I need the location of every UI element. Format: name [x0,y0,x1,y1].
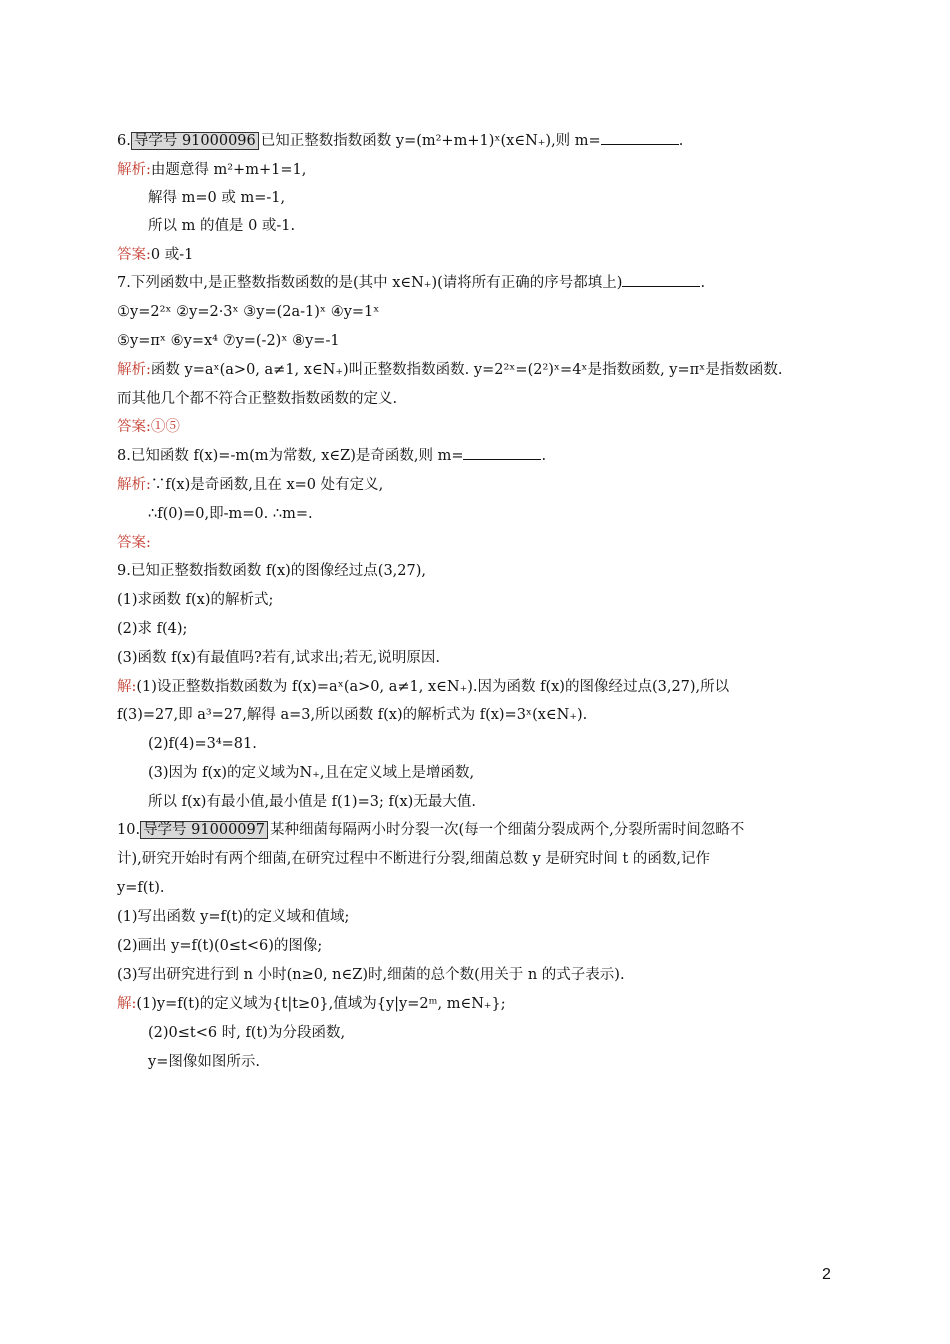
q9-solution-line-1 [117,677,729,697]
q8-answer-blank [463,447,541,460]
q10-solution-line-2: (2)0≤t<6 时, f(t)为分段函数, [148,1025,346,1041]
q6-answer-blank [601,132,679,145]
q9-solution-line-3: (2)f(4)=3⁴=81. [148,736,257,752]
q6-number: 6. [117,133,131,149]
q7-text: 7.下列函数中,是正整数指数函数的是(其中 x∈N₊)(请将所有正确的序号都填上) [117,275,623,291]
q8-end: . [541,448,547,464]
q7-options-row-1: ①y=2²ˣ ②y=2·3ˣ ③y=(2a-1)ˣ ④y=1ˣ [117,304,380,320]
q6-analysis-line-2: 解得 m=0 或 m=-1, [148,190,286,206]
q9-solution-line-4: (3)因为 f(x)的定义域为N₊,且在定义域上是增函数, [148,765,475,781]
page-number: 2 [822,1266,831,1283]
q8-answer-label: 答案: [117,535,151,551]
q9-solution-line-2: f(3)=27,即 a³=27,解得 a=3,所以函数 f(x)的解析式为 f(x)=3ˣ(x∈N₊). [117,707,588,723]
q10-sub-1: (1)写出函数 y=f(t)的定义域和值域; [117,909,350,925]
q6-answer [117,245,193,265]
q7-analysis-line-1 [117,360,782,380]
q10-solution-line-3: y=图像如图所示. [148,1054,260,1070]
q7-answer-blank [622,274,700,287]
q6-analysis-label: 解析: [117,162,151,178]
q7-analysis-text: 函数 y=aˣ(a>0, a≠1, x∈N₊)叫正整数指数函数. y=2²ˣ=(2²)ˣ=4ˣ是指数函数, y=πˣ是指数函数. [150,362,783,378]
q9-sub-3: (3)函数 f(x)有最值吗?若有,试求出;若无,说明原因. [117,650,440,666]
q8-analysis-text: ∵f(x)是奇函数,且在 x=0 处有定义, [150,477,384,493]
q8-text: 8.已知函数 f(x)=-m(m为常数, x∈Z)是奇函数,则 m= [117,448,464,464]
q7-question [117,273,705,293]
q7-analysis-line-2: 而其他几个都不符合正整数指数函数的定义. [117,391,398,407]
q9-solution-label: 解: [117,679,137,695]
q9-question: 9.已知正整数指数函数 f(x)的图像经过点(3,27), [117,563,427,579]
q7-end: . [700,275,706,291]
q10-question-line-2: 计),研究开始时有两个细菌,在研究过程中不断进行分裂,细菌总数 y 是研究时间 t 的函数,记作 [117,851,711,867]
q10-sub-2: (2)画出 y=f(t)(0≤t<6)的图像; [117,938,323,954]
q9-sub-1: (1)求函数 f(x)的解析式; [117,592,274,608]
q7-answer [117,417,180,437]
q6-answer-label: 答案: [117,247,151,263]
q10-solution-line-1 [117,994,506,1014]
q6-answer-value: 0 或-1 [150,247,194,263]
q10-question-line-1 [117,820,744,840]
q6-analysis-line-3: 所以 m 的值是 0 或-1. [148,218,296,234]
q8-analysis-line-1 [117,475,383,495]
q9-solution-text: (1)设正整数指数函数为 f(x)=aˣ(a>0, a≠1, x∈N₊).因为函数 f(x)的图像经过点(3,27),所以 [136,679,730,695]
q7-analysis-label: 解析: [117,362,151,378]
q10-text: 某种细菌每隔两小时分裂一次(每一个细菌分裂成两个,分裂所需时间忽略不 [269,822,745,838]
q6-analysis-line-1 [117,160,306,180]
q7-options-row-2: ⑤y=πˣ ⑥y=x⁴ ⑦y=(-2)ˣ ⑧y=-1 [117,333,340,349]
q6-analysis-text: 由题意得 m²+m+1=1, [150,162,307,178]
q6-text: 已知正整数指数函数 y=(m²+m+1)ˣ(x∈N₊),则 m= [260,133,601,149]
q9-solution-line-5: 所以 f(x)有最小值,最小值是 f(1)=3; f(x)无最大值. [148,794,476,810]
q7-answer-value: ①⑤ [150,419,180,435]
q7-answer-label: 答案: [117,419,151,435]
q10-number: 10. [117,822,141,838]
q8-analysis-line-2: ∴f(0)=0,即-m=0. ∴m=. [148,506,313,522]
q10-sub-3: (3)写出研究进行到 n 小时(n≥0, n∈Z)时,细菌的总个数(用关于 n 的式子表示). [117,967,625,983]
q6-tag: 导学号 91000096 [131,132,259,150]
q6-end: . [678,133,684,149]
q10-solution-label: 解: [117,996,137,1012]
q8-analysis-label: 解析: [117,477,151,493]
q8-question [117,446,546,466]
q9-sub-2: (2)求 f(4); [117,621,188,637]
q10-tag: 导学号 91000097 [140,821,268,839]
q10-solution-text: (1)y=f(t)的定义域为{t|t≥0},值域为{y|y=2ᵐ, m∈N₊}; [136,996,506,1012]
q6-question [117,131,683,151]
q10-question-line-3: y=f(t). [117,880,165,896]
